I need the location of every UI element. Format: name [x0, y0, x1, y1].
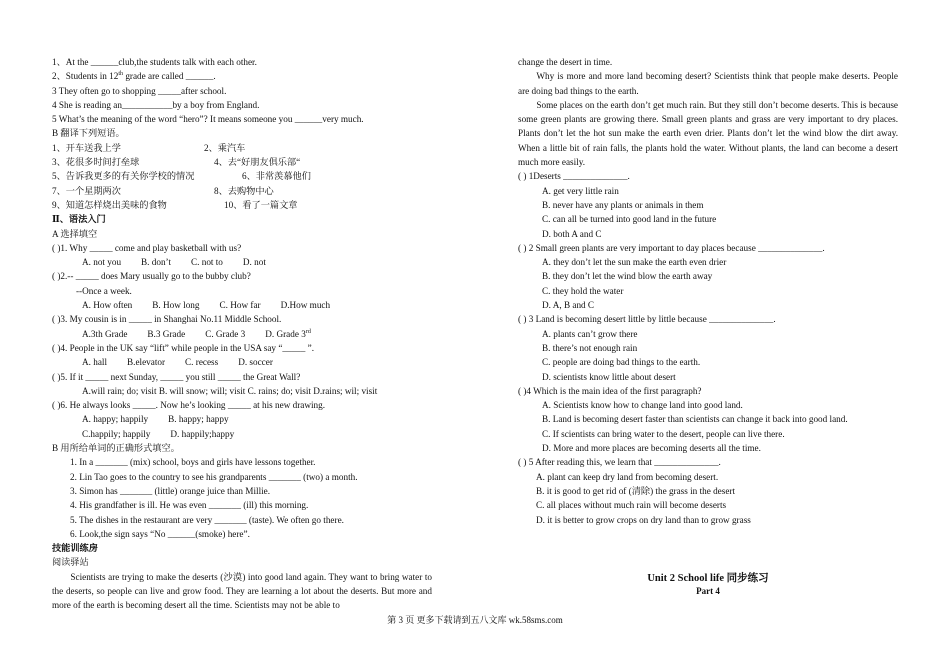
option: C.happily; happily: [82, 428, 151, 439]
left-column: [52, 55, 432, 613]
option: B. don’t: [141, 257, 171, 268]
option: D.How much: [280, 300, 331, 311]
translate-item: 4、去“好朋友俱乐部“: [214, 157, 301, 168]
translate-item: 3、花很多时间打垒球: [52, 157, 140, 168]
option: A. happy; happily: [82, 414, 149, 425]
option: B. How long: [152, 300, 200, 311]
option: A. hall: [82, 357, 108, 368]
option: B. happy; happy: [168, 414, 229, 425]
question-text: ( ) 2 Small green plants are very important to day places because ______________.: [518, 242, 825, 253]
option: A. plant can keep dry land from becoming desert.: [536, 471, 719, 482]
passage-paragraph: Some places on the earth don’t get much rain. But they still don’t become deserts. This is because some green plants are growing there. Small green plants and grass are very important to dry places. Plants don’t let the hot sun make the earth even drier. Plants don’t let the wind blow the dirt away. When a little bit of rain falls, the plants hold the water. Without plants, the land can become a desert much more easily.: [518, 99, 898, 168]
page-footer: 第 3 页 更多下载请到五八文库 wk.58sms.com: [387, 615, 563, 625]
fill-form-line: 3. Simon has _______ (little) orange juice than Millie.: [70, 485, 271, 496]
option: C. How far: [219, 300, 261, 311]
fill-form-line: 6. Look,the sign says “No ______(smoke) here”.: [70, 528, 250, 539]
option: C. If scientists can bring water to the desert, people can live there.: [542, 428, 785, 439]
question-text: ( ) 3 Land is becoming desert little by little because ______________.: [518, 314, 776, 325]
option: C. people are doing bad things to the earth.: [542, 357, 701, 368]
option: C. can all be turned into good land in the future: [542, 214, 717, 225]
section-heading: 技能训练房: [52, 543, 98, 554]
question-text: ( )2.-- _____ does Mary usually go to the bubby club?: [52, 271, 251, 282]
fill-form-line: 4. His grandfather is ill. He was even _______ (ill) this morning.: [70, 500, 309, 511]
reading-passage: [518, 69, 898, 169]
fill-blank-line: 4 She is reading an___________by a boy from England.: [52, 99, 260, 110]
option: C. Grade 3: [205, 328, 246, 339]
option: B.elevator: [127, 357, 166, 368]
fill-blank-line: 5 What’s the meaning of the word “hero”? It means someone you ______very much.: [52, 114, 364, 125]
option-row: [52, 255, 432, 269]
option: A. get very little rain: [542, 185, 619, 196]
option: A. plants can’t grow there: [542, 328, 638, 339]
option: B. they don’t let the wind blow the earth away: [542, 271, 713, 282]
question-text: ( )3. My cousin is in _____ in Shanghai No.11 Middle School.: [52, 314, 282, 325]
translate-item: 7、一个星期两次: [52, 185, 121, 196]
option-row: [52, 298, 432, 312]
reading-passage: [52, 570, 432, 613]
option: D. happily;happy: [170, 428, 235, 439]
translate-item: 1、开车送我上学: [52, 142, 121, 153]
option: A. they don’t let the sun make the earth even drier: [542, 257, 727, 268]
option: A. Scientists know how to change land into good land.: [542, 400, 743, 411]
question-text: ( )6. He always looks _____. Now he’s looking _____ at his new drawing.: [52, 400, 326, 411]
option: D. soccer: [238, 357, 273, 368]
option: B. never have any plants or animals in them: [542, 199, 704, 210]
unit-title: Unit 2 School life 同步练习: [647, 573, 769, 584]
part-label: Part 4: [696, 586, 720, 596]
fill-form-line: 2. Lin Tao goes to the country to see his grandparents _______ (two) a month.: [70, 471, 358, 482]
fill-blank-line: 1、At the ______club,the students talk with each other.: [52, 57, 257, 67]
section-heading: B 翻译下列短语。: [52, 128, 125, 139]
fill-blank-line: 3 They often go to shopping _____after school.: [52, 85, 227, 96]
section-heading: A 选择填空: [52, 228, 98, 239]
option: B. there’s not enough rain: [542, 342, 638, 353]
option: A. How often: [82, 300, 133, 311]
option: B. it is good to get rid of (清除) the grass in the desert: [536, 485, 736, 496]
option: B. Land is becoming desert faster than scientists can change it back into good land.: [542, 414, 848, 425]
fill-form-line: 5. The dishes in the restaurant are very _______ (taste). We often go there.: [70, 514, 344, 525]
question-text: ( )1. Why _____ come and play basketball with us?: [52, 242, 242, 253]
question-text: ( ) 5 After reading this, we learn that ______________.: [518, 457, 721, 468]
translate-item: 5、告诉我更多的有关你学校的情况: [52, 171, 195, 182]
option-row: [52, 355, 432, 369]
right-column: [518, 55, 898, 527]
option: C. recess: [185, 357, 219, 368]
translate-item: 9、知道怎样烧出美味的食物: [52, 199, 167, 210]
option: B.3 Grade: [147, 328, 186, 339]
option: D. More and more places are becoming deserts all the time.: [542, 443, 761, 454]
section-heading: 阅读驿站: [52, 557, 89, 568]
question-text: ( )5. If it _____ next Sunday, _____ you still _____ the Great Wall?: [52, 371, 301, 382]
answer-line: --Once a week.: [76, 285, 132, 296]
option: A.3th Grade: [82, 328, 128, 339]
question-text: ( )4. People in the UK say “lift” while people in the USA say “_____ ”.: [52, 342, 315, 353]
translate-item: 8、去购物中心: [214, 185, 274, 196]
passage-paragraph: Why is more and more land becoming desert? Scientists think that people make deserts. People are doing bad things to the earth.: [518, 71, 898, 96]
option: D. scientists know little about desert: [542, 371, 676, 382]
option-row: [52, 412, 432, 426]
fill-blank-line: 2、Students in 12th grade are called ______.: [52, 71, 216, 82]
option: C. all places without much rain will become deserts: [536, 500, 727, 511]
translate-row: [52, 141, 432, 155]
option-row: [52, 427, 432, 441]
translate-row: [52, 169, 432, 183]
translate-row: [52, 198, 432, 212]
option: D. both A and C: [542, 228, 602, 239]
passage-paragraph: Scientists are trying to make the deserts (沙漠) into good land again. They want to bring water to the deserts, so people can live and grow food. They are learning a lot about the deserts. But more and more of the earth is becoming desert all the time. Scientists may not be able to: [52, 571, 432, 611]
option: D. not: [242, 257, 266, 268]
option-row: A.will rain; do; visit B. will snow; will; visit C. rains; do; visit D.rains; wil; visit: [82, 385, 378, 396]
translate-item: 2、乘汽车: [204, 142, 246, 153]
section-heading: B 用所给单词的正确形式填空。: [52, 443, 180, 454]
translate-item: 6、非常羡慕他们: [242, 171, 311, 182]
question-text: ( ) 1Deserts ______________.: [518, 171, 630, 182]
option: D. Grade 3rd: [265, 328, 311, 339]
fill-form-line: 1. In a _______ (mix) school, boys and girls have lessons together.: [70, 457, 316, 468]
question-text: ( )4 Which is the main idea of the first paragraph?: [518, 385, 702, 396]
translate-item: 10、看了一篇文章: [224, 199, 298, 210]
option: D. A, B and C: [542, 300, 595, 311]
option: D. it is better to grow crops on dry land than to grow grass: [536, 514, 751, 525]
translate-row: [52, 155, 432, 169]
section-heading: Ⅱ、语法入门: [52, 214, 106, 225]
passage-continuation: change the desert in time.: [518, 57, 613, 67]
option-row: [52, 327, 432, 341]
option: A. not you: [82, 257, 122, 268]
translate-row: [52, 184, 432, 198]
option: C. they hold the water: [542, 285, 624, 296]
option: C. not to: [191, 257, 223, 268]
